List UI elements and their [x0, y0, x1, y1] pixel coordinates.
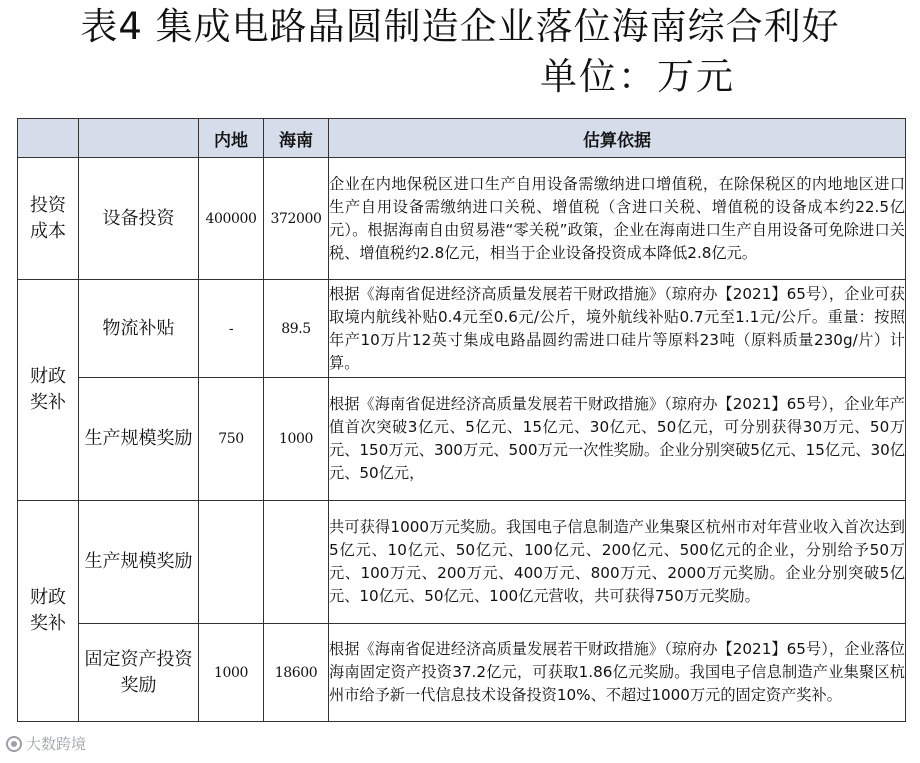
unit-label: 单位：万元	[540, 55, 735, 98]
watermark-text: 大数跨境	[26, 735, 87, 753]
page-title: 表4 集成电路晶圆制造企业落位海南综合利好	[80, 5, 840, 48]
hainan-value: 89.5	[264, 280, 329, 378]
item-production-scale-award: 生产规模奖励	[79, 501, 199, 624]
mainland-value: -	[199, 280, 264, 378]
header-hainan: 海南	[264, 119, 329, 158]
mainland-value: 400000	[199, 158, 264, 280]
basis-text: 企业在内地保税区进口生产自用设备需缴纳进口增值税，在除保税区的内地地区进口生产自用设备需缴纳进口关税、增值税（含进口关税、增值税的设备成本约22.5亿元）。根据海南自由贸易港“零关税”政策，企业在海南进口生产自用设备可免除进口关税、增值税约2.8亿元，相当于企业设备投资成本降低2.8亿元。	[329, 158, 906, 280]
category-fiscal-subsidy: 财政奖补	[18, 280, 79, 501]
item-fixed-asset-award: 固定资产投资奖励	[79, 624, 199, 722]
table-row	[18, 280, 906, 378]
circle-logo-icon	[6, 736, 22, 752]
item-production-scale-award: 生产规模奖励	[79, 378, 199, 501]
watermark	[6, 733, 86, 754]
hainan-value: 372000	[264, 158, 329, 280]
header-mainland: 内地	[199, 119, 264, 158]
header-empty-2	[79, 119, 199, 158]
hainan-value: 1000	[264, 378, 329, 501]
header-empty-1	[18, 119, 79, 158]
basis-text: 根据《海南省促进经济高质量发展若干财政措施》（琼府办【2021】65号），企业落位海南固定资产投资37.2亿元，可获取1.86亿元奖励。我国电子信息制造产业集聚区杭州市给予新一代信息技术设备投资10%、不超过1000万元的固定资产奖补。	[329, 624, 906, 722]
header-basis: 估算依据	[329, 119, 906, 158]
mainland-value: 1000	[199, 624, 264, 722]
basis-text: 共可获得1000万元奖励。我国电子信息制造产业集聚区杭州市对年营业收入首次达到5亿元、10亿元、50亿元、100亿元、200亿元、500亿元的企业，分别给予50万元、100万元、200万元、400万元、800万元、2000万元奖励。企业分别突破5亿元、10亿元、50亿元、100亿元营收，共可获得750万元奖励。	[329, 501, 906, 624]
basis-text: 根据《海南省促进经济高质量发展若干财政措施》（琼府办【2021】65号），企业可获取境内航线补贴0.4元至0.6元/公斤，境外航线补贴0.7元至1.1元/公斤。重量：按照年产10万片12英寸集成电路晶圆约需进口硅片等原料23吨（原料质量230g/片）计算。	[329, 280, 906, 378]
table-header-row	[18, 119, 906, 158]
category-fiscal-subsidy: 财政奖补	[18, 501, 79, 722]
mainland-value: 750	[199, 378, 264, 501]
item-equipment-investment: 设备投资	[79, 158, 199, 280]
item-logistics-subsidy: 物流补贴	[79, 280, 199, 378]
table-row	[18, 501, 906, 624]
basis-text: 根据《海南省促进经济高质量发展若干财政措施》（琼府办【2021】65号），企业年产值首次突破3亿元、5亿元、15亿元、30亿元、50亿元，可分别获得30万元、50万元、150万元、300万元、500万元一次性奖励。企业分别突破5亿元、15亿元、30亿元、50亿元，	[329, 378, 906, 501]
mainland-value	[199, 501, 264, 624]
category-investment-cost: 投资成本	[18, 158, 79, 280]
table-row	[18, 158, 906, 280]
hainan-value: 18600	[264, 624, 329, 722]
hainan-value	[264, 501, 329, 624]
benefits-table	[17, 118, 906, 722]
table-row	[18, 624, 906, 722]
table-row	[18, 378, 906, 501]
